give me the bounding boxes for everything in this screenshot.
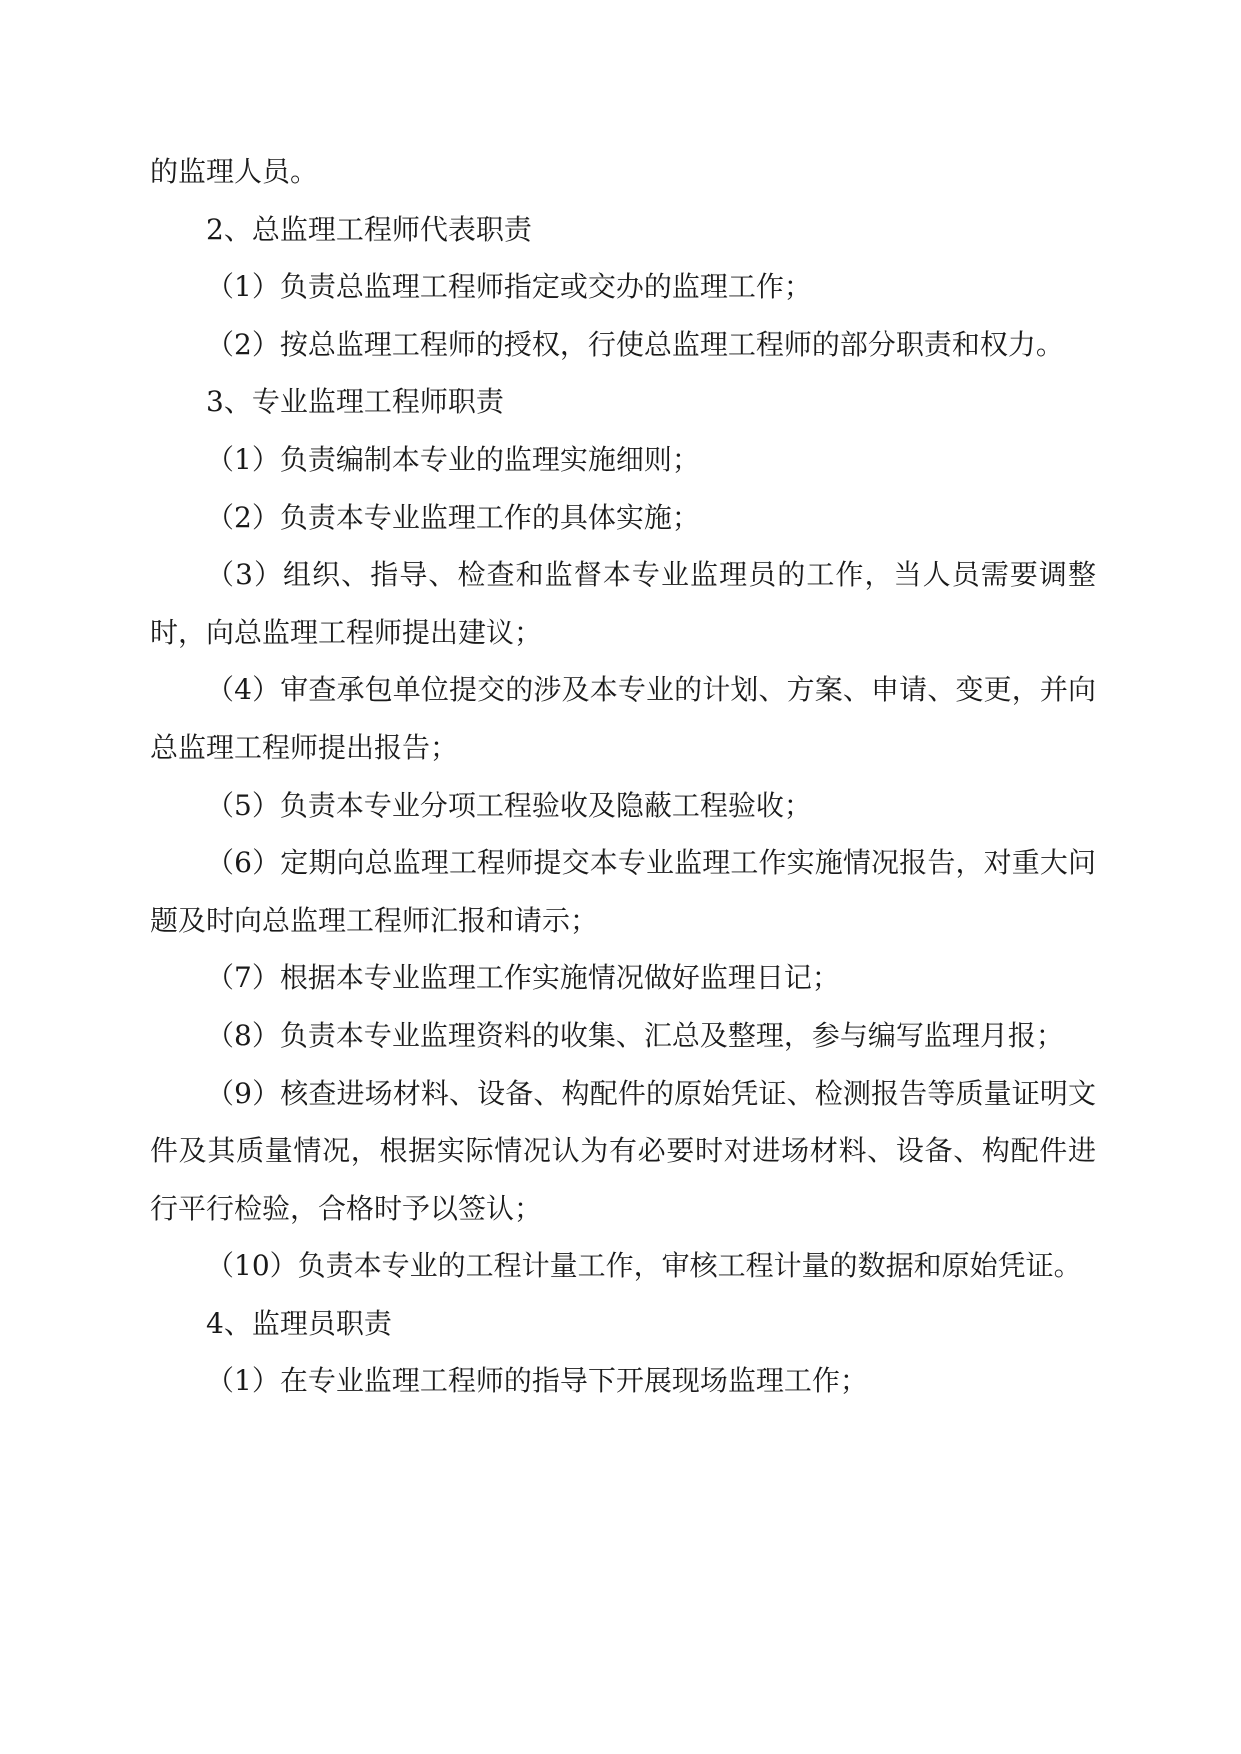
section-heading-supervisor-duties: 4、监理员职责 [206,1306,392,1340]
list-item: （2）按总监理工程师的授权，行使总监理工程师的部分职责和权力。 [206,327,1064,361]
list-item: （9）核查进场材料、设备、构配件的原始凭证、检测报告等质量证明文件及其质量情况，根据实际情况认为有必要时对进场材料、设备、构配件进行平行检验，合格时予以签认； [150,1076,1096,1225]
list-item: （3）组织、指导、检查和监督本专业监理员的工作，当人员需要调整时，向总监理工程师提出建议； [150,558,1096,649]
list-item: （6）定期向总监理工程师提交本专业监理工作实施情况报告，对重大问题及时向总监理工程师汇报和请示； [150,846,1096,937]
list-item: （1）在专业监理工程师的指导下开展现场监理工作； [206,1364,868,1398]
document-body [150,143,1096,1410]
list-item: （5）负责本专业分项工程验收及隐蔽工程验收； [206,788,812,822]
list-item: （8）负责本专业监理资料的收集、汇总及整理，参与编写监理月报； [206,1018,1064,1052]
list-item: （4）审查承包单位提交的涉及本专业的计划、方案、申请、变更，并向总监理工程师提出报告； [150,673,1096,764]
list-item: （10）负责本专业的工程计量工作，审核工程计量的数据和原始凭证。 [206,1249,1082,1283]
list-item: （1）负责总监理工程师指定或交办的监理工作； [206,270,812,304]
paragraph-continuation: 的监理人员。 [150,155,319,188]
list-item: （1）负责编制本专业的监理实施细则； [206,442,700,476]
section-heading-specialty-engineer-duties: 3、专业监理工程师职责 [206,385,504,419]
section-heading-deputy-chief-engineer-duties: 2、总监理工程师代表职责 [206,212,532,246]
list-item: （7）根据本专业监理工作实施情况做好监理日记； [206,961,840,995]
list-item: （2）负责本专业监理工作的具体实施； [206,500,700,534]
